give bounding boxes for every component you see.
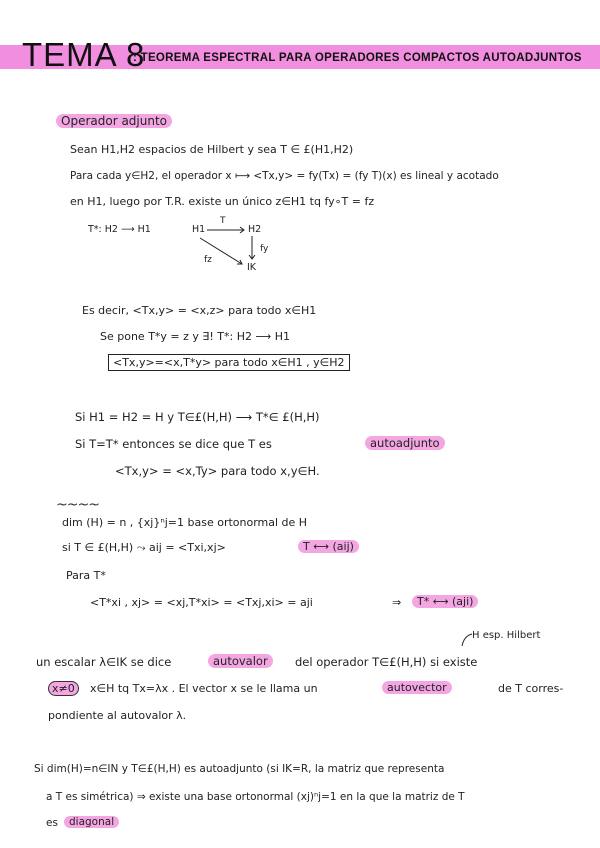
text-line: pondiente al autovalor λ.	[48, 709, 187, 722]
highlight-autovector: autovector	[382, 681, 452, 694]
text-line: <T*xi , xj> = <xj,T*xi> = <Txj,xi> = aji	[90, 596, 313, 609]
diagram-node-k: IK	[247, 262, 257, 273]
highlight-autovalor: autovalor	[208, 654, 273, 668]
diagram-node-h2: H2	[248, 224, 262, 235]
highlight-adjoint-matrix: T* ⟷ (aji)	[412, 595, 478, 608]
text-line: si T ∈ £(H,H) ⤳ aij = <Txi,xj>	[62, 541, 226, 554]
text-line: dim (H) = n , {xj}ⁿj=1 base ortonormal de H	[62, 516, 308, 529]
text-line: Para cada y∈H2, el operador x ⟼ <Tx,y> = fy(Tx) = (fy T)(x) es lineal y acotado	[70, 170, 499, 182]
squiggle-mark: ~~~~	[56, 497, 99, 513]
highlight-autoadjunto: autoadjunto	[365, 436, 445, 450]
text-line: Se pone T*y = z y ∃! T*: H2 ⟶ H1	[100, 330, 290, 343]
text-line: Sean H1,H2 espacios de Hilbert y sea T ∈ £(H1,H2)	[70, 143, 354, 156]
text-line: un escalar λ∈IK se dice	[36, 655, 172, 669]
section-heading: Operador adjunto	[56, 114, 172, 128]
highlight-matrix: T ⟷ (aij)	[298, 540, 359, 553]
diagram-label-fz: fz	[204, 255, 212, 265]
diagram-label-t: T	[220, 216, 226, 226]
text-line: de T corres-	[498, 682, 564, 695]
boxed-formula: <Tx,y>=<x,T*y> para todo x∈H1 , y∈H2	[108, 354, 350, 371]
text-line: ⇒	[392, 596, 402, 609]
text-line: Si H1 = H2 = H y T∈£(H,H) ⟶ T*∈ £(H,H)	[75, 410, 320, 424]
highlight-diagonal: diagonal	[64, 816, 119, 828]
highlight-nonzero: x≠0	[48, 681, 79, 696]
page-title: TEMA 8	[22, 36, 146, 73]
text-line: Si T=T* entonces se dice que T es	[75, 437, 272, 451]
diagram-label-fy: fy	[260, 244, 269, 254]
text-line: a T es simétrica) ⇒ existe una base ortonormal (xj)ⁿj=1 en la que la matriz de T	[46, 791, 465, 803]
text-line: <Tx,y> = <x,Ty> para todo x,y∈H.	[115, 464, 320, 478]
margin-note: H esp. Hilbert	[472, 630, 541, 641]
diagram-label: T*: H2 ⟶ H1	[88, 224, 151, 235]
text-line: Es decir, <Tx,y> = <x,z> para todo x∈H1	[82, 304, 317, 317]
text-line: es	[46, 817, 58, 829]
text-line: x∈H tq Tx=λx . El vector x se le llama un	[90, 682, 318, 695]
text-line: del operador T∈£(H,H) si existe	[295, 655, 478, 669]
text-line: Para T*	[66, 569, 106, 582]
text-line: Si dim(H)=n∈IN y T∈£(H,H) es autoadjunto (si IK=R, la matriz que representa	[34, 763, 445, 775]
diagram-node-h1: H1	[192, 224, 206, 235]
page-subtitle: : TEOREMA ESPECTRAL PARA OPERADORES COMPACTOS AUTOADJUNTOS	[133, 52, 582, 64]
text-line: en H1, luego por T.R. existe un único z∈H1 tq fy∘T = fz	[70, 195, 375, 208]
